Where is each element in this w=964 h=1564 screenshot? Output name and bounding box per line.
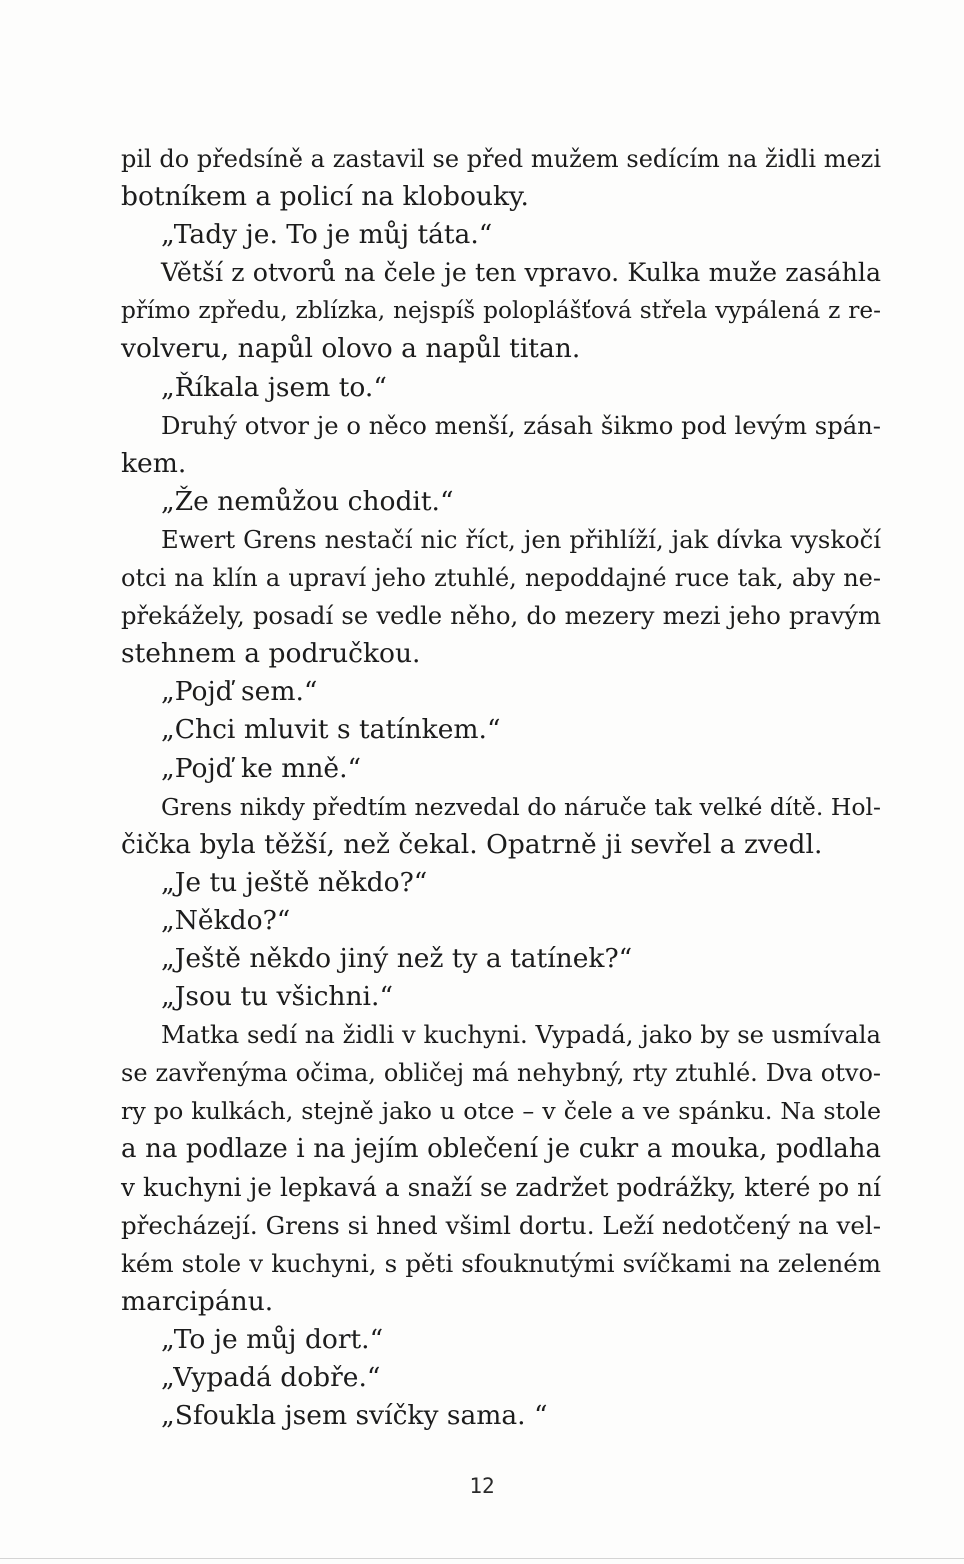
text-line: stehnem a područkou. xyxy=(121,638,421,670)
text-line: „Někdo?“ xyxy=(161,904,291,936)
text-line: „Je tu ještě někdo?“ xyxy=(161,866,428,898)
text-line: „Vypadá dobře.“ xyxy=(161,1362,381,1393)
text-line: „Pojď sem.“ xyxy=(161,676,318,708)
text-line: a na podlaze i na jejím oblečení je cukr a mouka, podlaha xyxy=(121,1134,881,1165)
text-line: Matka sedí na židli v kuchyni. Vypadá, jako by se usmívala xyxy=(161,1020,881,1050)
text-line: Grens nikdy předtím nezvedal do náruče tak velké dítě. Hol- xyxy=(161,792,881,821)
text-line: pil do předsíně a zastavil se před mužem sedícím na židli mezi xyxy=(121,145,881,173)
body-text xyxy=(121,140,881,1435)
text-line: botníkem a policí na klobouky. xyxy=(121,181,529,213)
page-bottom-edge xyxy=(0,1558,964,1559)
text-line: přímo zpředu, zblízka, nejspíš poloplášťová střela vypálená z re- xyxy=(121,297,881,325)
text-line: kém stole v kuchyni, s pěti sfouknutými svíčkami na zeleném xyxy=(121,1248,881,1278)
page-number: 12 xyxy=(469,1474,495,1498)
text-line: „Jsou tu všichni.“ xyxy=(161,981,394,1013)
text-line: kem. xyxy=(121,447,187,479)
text-line: ry po kulkách, stejně jako u otce – v čele a ve spánku. Na stole xyxy=(121,1097,881,1126)
text-line: otci na klín a upraví jeho ztuhlé, nepoddajné ruce tak, aby ne- xyxy=(121,564,881,593)
text-line: v kuchyni je lepkavá a snaží se zadržet podrážky, které po ní xyxy=(121,1172,881,1202)
text-line: „Tady je. To je můj táta.“ xyxy=(161,219,493,251)
text-line: překážely, posadí se vedle něho, do mezery mezi jeho pravým xyxy=(121,601,881,631)
text-line: volveru, napůl olovo a napůl titan. xyxy=(121,333,581,365)
text-line: přecházejí. Grens si hned všiml dortu. Leží nedotčený na vel- xyxy=(121,1210,881,1240)
text-line: „Říkala jsem to.“ xyxy=(161,371,387,403)
text-line: „Sfoukla jsem svíčky sama. “ xyxy=(161,1400,548,1432)
text-line: čička byla těžší, než čekal. Opatrně ji sevřel a zvedl. xyxy=(121,828,823,860)
text-line: „Ještě někdo jiný než ty a tatínek?“ xyxy=(161,942,633,974)
text-line: marcipánu. xyxy=(121,1285,274,1317)
text-line: se zavřenýma očima, obličej má nehybný, rty ztuhlé. Dva otvo- xyxy=(121,1059,881,1088)
text-line: „Chci mluvit s tatínkem.“ xyxy=(161,714,501,746)
text-line: „Pojď ke mně.“ xyxy=(161,752,362,784)
text-line: Druhý otvor je o něco menší, zásah šikmo pod levým spán- xyxy=(161,410,881,440)
text-line: „Že nemůžou chodit.“ xyxy=(161,485,454,517)
text-line: „To je můj dort.“ xyxy=(161,1323,384,1355)
text-line: Ewert Grens nestačí nic říct, jen přihlíží, jak dívka vyskočí xyxy=(161,524,881,554)
text-line: Větší z otvorů na čele je ten vpravo. Kulka muže zasáhla xyxy=(161,258,881,288)
